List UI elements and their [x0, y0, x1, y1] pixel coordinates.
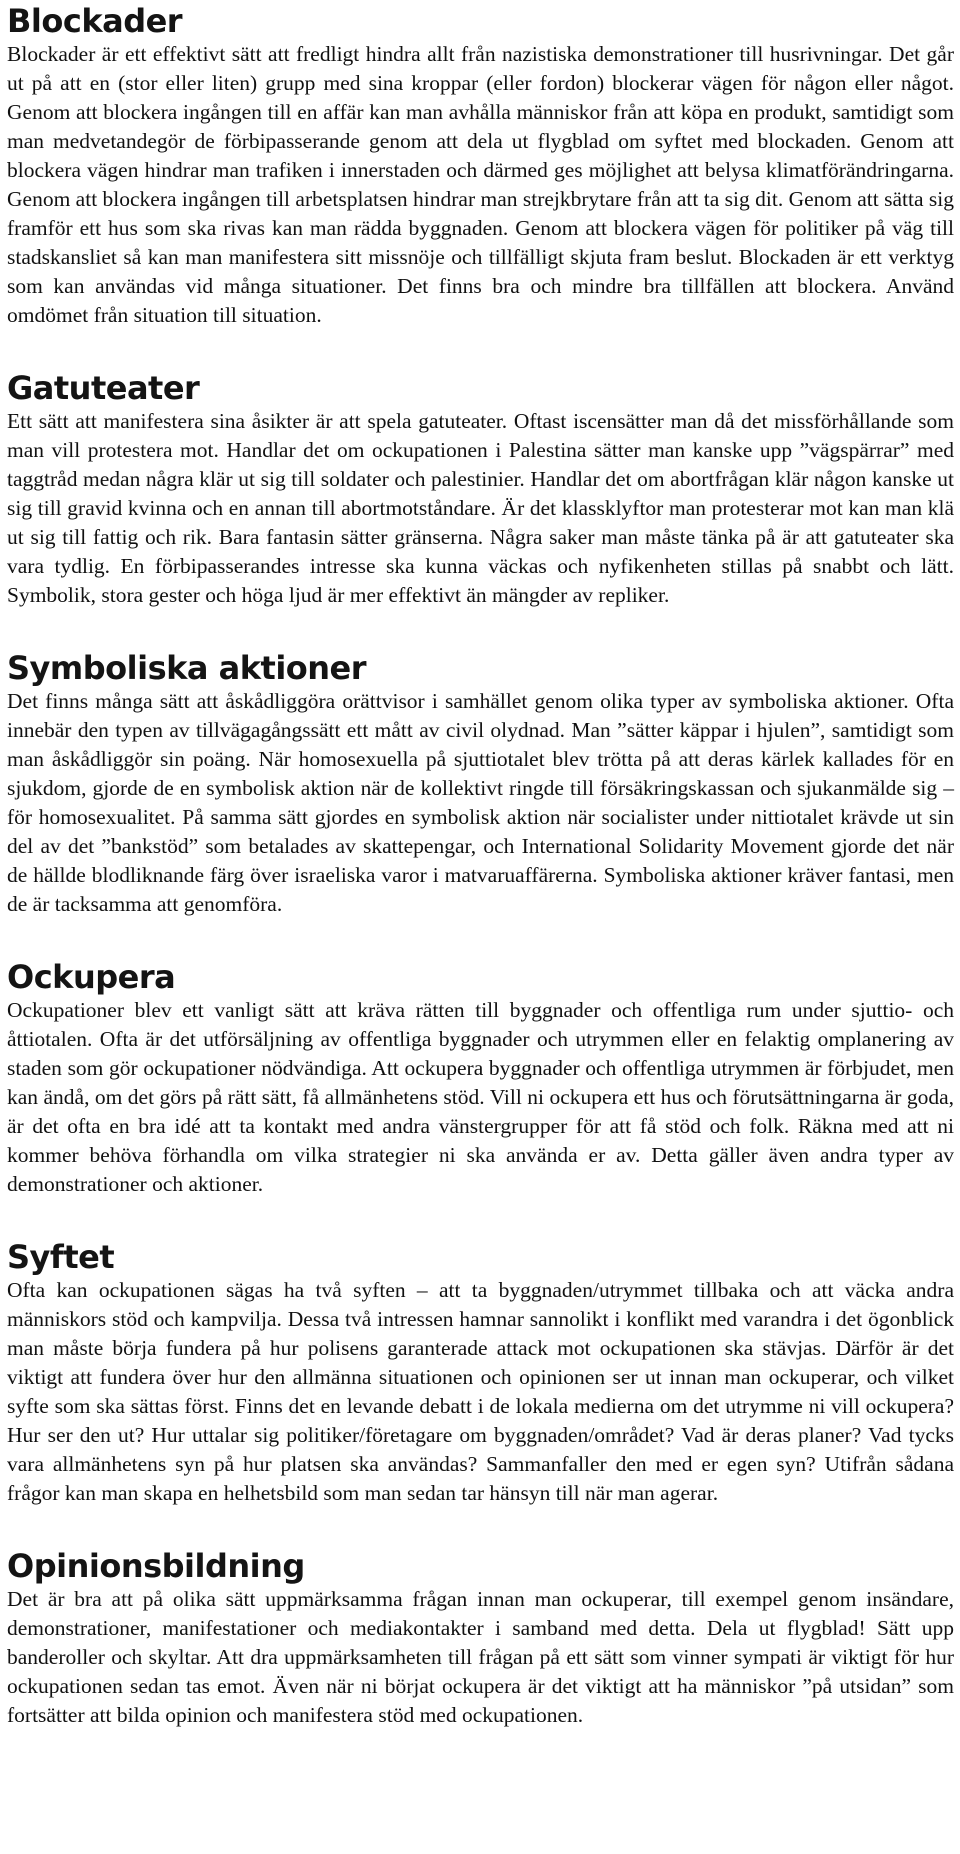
- section-spacer: [7, 1508, 954, 1545]
- section-paragraph: Blockader är ett effektivt sätt att fredligt hindra allt från nazistiska demonstrationer till husrivningar. Det går ut på att en (stor eller liten) grupp med sina kroppar (eller fordon) blockerar vägen för någon eller något. Genom att blockera ingången till en affär kan man avhålla människor från att köpa en produkt, samtidigt som man medvetandegör de förbipasserande genom att dela ut flygblad om syftet med blockaden. Genom att blockera vägen hindrar man trafiken i innerstaden och därmed ges möjlighet att belysa klimatförändringarna. Genom att blockera ingången till arbetsplatsen hindrar man strejkbrytare från att ta sig dit. Genom att sätta sig framför ett hus som ska rivas kan man rädda byggnaden. Genom att blockera vägen för politiker på väg till stadskansliet så kan man manifestera sitt missnöje och tillfälligt skjuta fram beslut. Blockaden är ett verktyg som kan användas vid många situationer. Det finns bra och mindre bra tillfällen att blockera. Använd omdömet från situation till situation.: [7, 42, 954, 327]
- section-gatuteater: [7, 367, 954, 610]
- section-paragraph: Ofta kan ockupationen sägas ha två syften – att ta byggnaden/utrymmet tillbaka och att väcka andra människors stöd och kampvilja. Dessa två intressen hamnar sannolikt i konflikt med varandra i det ögonblick man måste börja fundera på hur polisens garanterade attack mot ockupationen ska stävjas. Därför är det viktigt att fundera över hur den allmänna situationen och opinionen ser ut innan man ockuperar, och vilket syfte som ska sättas först. Finns det en levande debatt i de lokala medierna om det utrymme ni vill ockupera? Hur ser den ut? Hur uttalar sig politiker/företagare om byggnaden/området? Vad är deras planer? Vad tycks vara allmänhetens syn på hur platsen ska användas? Sammanfaller den med er egen syn? Utifrån sådana frågor kan man skapa en helhetsbild som man sedan tar hänsyn till när man agerar.: [7, 1278, 954, 1505]
- section-paragraph: Ett sätt att manifestera sina åsikter är att spela gatuteater. Oftast iscensätter man då det missförhållande som man vill protestera mot. Handlar det om ockupationen i Palestina sätter man kanske upp ”vägspärrar” med taggtråd medan några klär ut sig till soldater och palestinier. Handlar det om abortfrågan klär någon kanske ut sig till gravid kvinna och en annan till abortmotståndare. Är det klassklyftor man protesterar mot kan man klä ut sig till fattig och rik. Bara fantasin sätter gränserna. Några saker man måste tänka på är att gatuteater ska vara tydlig. En förbipasserandes intresse ska kunna väckas och nyfikenheten stillas på snabbt och lätt. Symbolik, stora gester och höga ljud är mer effektivt än mängder av repliker.: [7, 409, 954, 607]
- section-heading: Symboliska aktioner: [7, 649, 367, 687]
- section-paragraph: Ockupationer blev ett vanligt sätt att kräva rätten till byggnader och offentliga rum under sjuttio- och åttiotalen. Ofta är det utförsäljning av offentliga byggnader och utrymmen eller en felaktig omplanering av staden som gör ockupationer nödvändiga. Att ockupera byggnader och offentliga utrymmen är förbjudet, men kan ändå, om det görs på rätt sätt, få allmänhetens stöd. Vill ni ockupera ett hus och förutsättningarna är goda, är det ofta en bra idé att ta kontakt med andra vänstergrupper för att få stöd och folk. Räkna med att ni kommer behöva förhandla om vilka strategier ni ska använda er av. Detta gäller även andra typer av demonstrationer och aktioner.: [7, 998, 954, 1196]
- section-ockupera: [7, 956, 954, 1199]
- section-syftet: [7, 1236, 954, 1508]
- section-spacer: [7, 330, 954, 367]
- section-paragraph: Det är bra att på olika sätt uppmärksamma frågan innan man ockuperar, till exempel genom insändare, demonstrationer, manifestationer och mediakontakter i samband med detta. Dela ut flygblad! Sätt upp banderoller och skyltar. Att dra uppmärksamheten till frågan på ett sätt som vinner sympati är viktigt för hur ockupationen sedan tas emot. Även när ni börjat ockupera är det viktigt att ha människor ”på utsidan” som fortsätter att bilda opinion och manifestera stöd med ockupationen.: [7, 1587, 954, 1727]
- section-heading: Ockupera: [7, 958, 176, 996]
- section-symboliska-aktioner: [7, 647, 954, 919]
- section-spacer: [7, 1199, 954, 1236]
- section-spacer: [7, 919, 954, 956]
- section-spacer: [7, 610, 954, 647]
- section-heading: Gatuteater: [7, 369, 200, 407]
- section-heading: Opinionsbildning: [7, 1547, 305, 1585]
- section-heading: Syftet: [7, 1238, 115, 1276]
- section-heading: Blockader: [7, 2, 183, 40]
- section-blockader: [7, 0, 954, 330]
- section-opinionsbildning: [7, 1545, 954, 1730]
- section-paragraph: Det finns många sätt att åskådliggöra orättvisor i samhället genom olika typer av symboliska aktioner. Ofta innebär den typen av tillvägagångssätt ett mått av civil olydnad. Man ”sätter käppar i hjulen”, samtidigt som man åskådliggör sin poäng. När homosexuella på sjuttiotalet blev trötta på att deras kärlek kallades för en sjukdom, gjorde de en symbolisk aktion när de kollektivt ringde till försäkringskassan och sjukanmälde sig – för homosexualitet. På samma sätt gjordes en symbolisk aktion när socialister under nittiotalet krävde ut sin del av det ”bankstöd” som betalades av skattepengar, och International Solidarity Movement gjorde det när de hällde blodliknande färg över israeliska varor i matvaruaffärerna. Symboliska aktioner kräver fantasi, men de är tacksamma att genomföra.: [7, 689, 954, 916]
